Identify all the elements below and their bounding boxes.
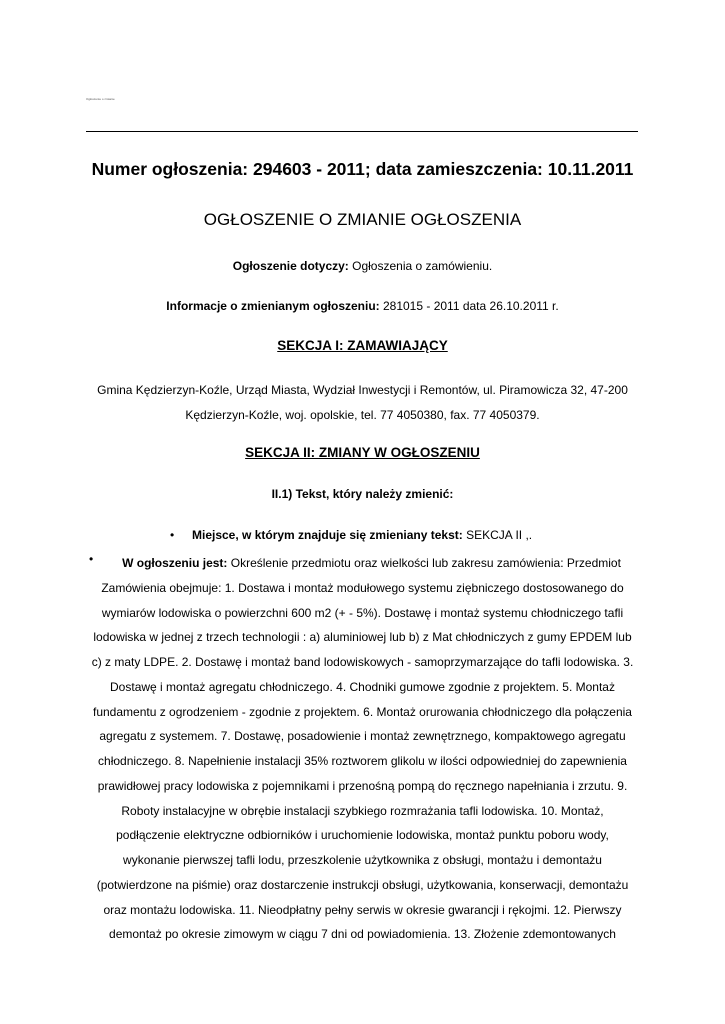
- section-2-heading: SEKCJA II: ZMIANY W OGŁOSZENIU: [245, 445, 480, 460]
- changed-notice-info: [60, 298, 665, 314]
- section-2-subheading: [60, 486, 665, 502]
- original-notice-label: W ogłoszeniu jest:: [122, 556, 228, 570]
- change-location-label: Miejsce, w którym znajduje się zmieniany tekst:: [192, 528, 463, 542]
- contracting-authority-address: [60, 378, 665, 428]
- document-title: OGŁOSZENIE O ZMIANIE OGŁOSZENIA: [203, 210, 522, 229]
- section-1-heading: SEKCJA I: ZAMAWIAJĄCY: [277, 338, 448, 353]
- bullet-icon: •: [170, 528, 175, 542]
- page-header-note: Ogłoszenie o zmianie: [86, 97, 115, 101]
- text-to-change-heading: II.1) Tekst, który należy zmienić:: [271, 487, 454, 501]
- address-line-1: Gmina Kędzierzyn-Koźle, Urząd Miasta, Wydział Inwestycji i Remontów, ul. Piramowicza 32, 47-200: [97, 383, 628, 397]
- notice-concerns-label: Ogłoszenie dotyczy:: [232, 259, 349, 273]
- changed-notice-info-label: Informacje o zmienianym ogłoszeniu:: [166, 299, 380, 313]
- change-location-value: SEKCJA II ,.: [462, 528, 533, 542]
- bullet-icon: •: [89, 552, 94, 566]
- change-location: [166, 527, 532, 543]
- original-notice-content: Określenie przedmiotu oraz wielkości lub zakresu zamówienia: Przedmiot Zamówienia obejmuje: 1. Dostawa i montaż modułowego systemu ziębniczego dostosowanego do wymiarów lodowiska o powierzchni 600 m2 (+ - 5%). Dostawę i montaż systemu chłodniczego tafli lodowiska w jednej z trzech technologii : a) aluminiowej lub b) z Mat chłodniczych z gumy EPDEM lub c) z maty LDPE. 2. Dostawę i montaż band lodowiskowych - samoprzymarzające do tafli lodowiska. 3. Dostawę i montaż agregatu chłodniczego. 4. Chodniki gumowe zgodnie z projektem. 5. Montaż fundamentu z ogrodzeniem - zgodnie z projektem. 6. Montaż orurowania chłodniczego dla połączenia agregatu z systemem. 7. Dostawę, posadowienie i montaż zewnętrznego, kompaktowego agregatu chłodniczego. 8. Napełnienie instalacji 35% roztworem glikolu w ilości odpowiedniej do zapewnienia prawidłowej pracy lodowiska z pojemnikami i przenośną pompą do ręcznego napełniania i zrzutu. 9. Roboty instalacyjne w obrębie instalacji szybkiego rozmrażania tafli lodowiska. 10. Montaż, podłączenie elektryczne odbiorników i uruchomienie lodowiska, montaż punktu poboru wody, wykonanie pierwszej tafli lodu, przeszkolenie użytkownika z obsługi, montażu i demontażu (potwierdzone na piśmie) oraz dostarczenie instrukcji obsługi, użytkowania, konserwacji, demontażu oraz montażu lodowiska. 11. Nieodpłatny pełny serwis w okresie gwarancji i rękojmi. 12. Pierwszy demontaż po okresie zimowym w ciągu 7 dni od powiadomienia. 13. Złożenie zdemontowanych: [91, 556, 634, 942]
- notice-concerns: [60, 258, 665, 274]
- changed-notice-info-value: 281015 - 2011 data 26.10.2011 r.: [379, 299, 559, 313]
- header-divider: [86, 131, 638, 132]
- notice-number-line: Numer ogłoszenia: 294603 - 2011; data zamieszczenia: 10.11.2011: [91, 159, 634, 179]
- notice-concerns-value: Ogłoszenia o zamówieniu.: [348, 259, 493, 273]
- address-line-2: Kędzierzyn-Koźle, woj. opolskie, tel. 77 4050380, fax. 77 4050379.: [185, 408, 540, 422]
- original-notice-text: [88, 551, 637, 947]
